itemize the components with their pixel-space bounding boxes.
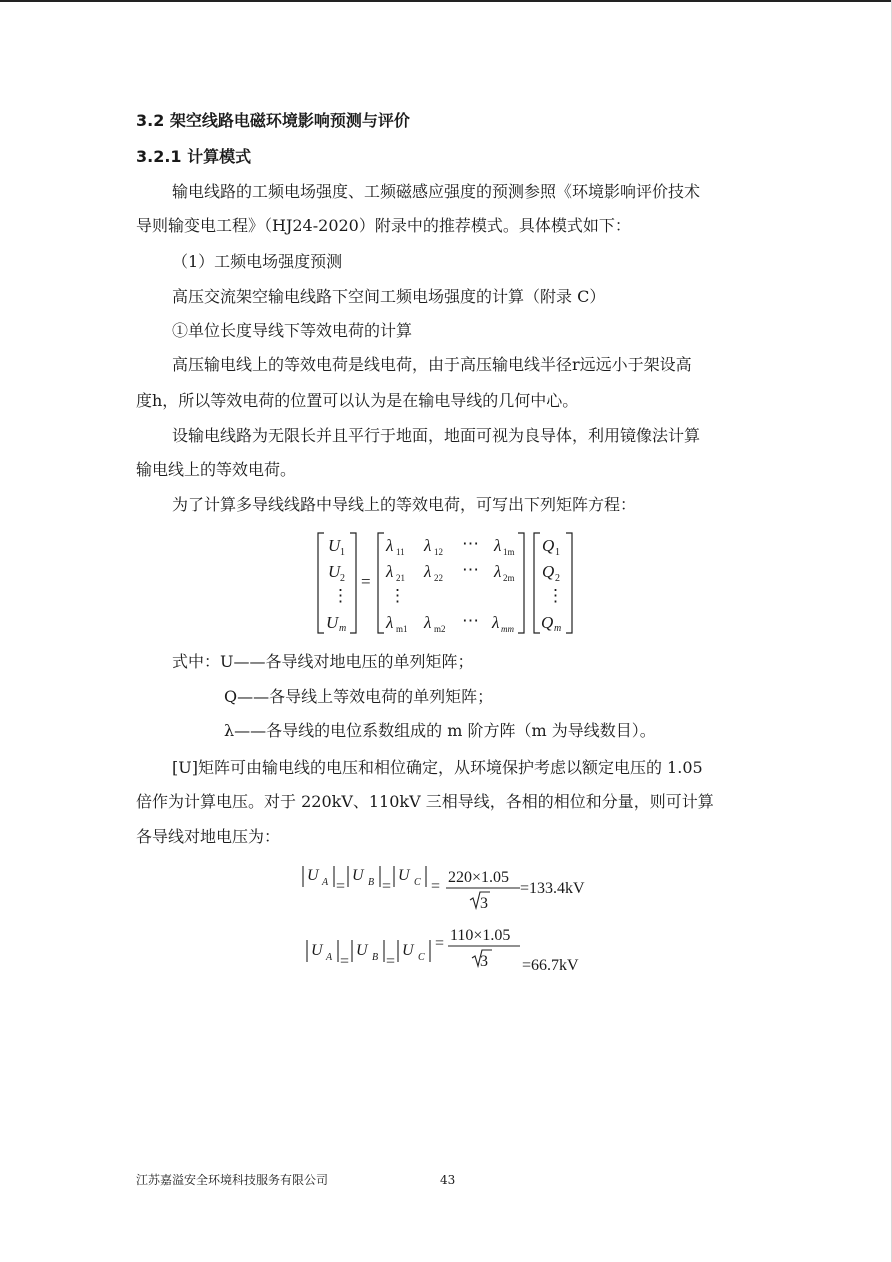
- paragraph-line: 输电线路的工频电场强度、工频磁感应强度的预测参照《环境影响评价技术: [172, 182, 701, 201]
- lambda-subscript: 11: [396, 547, 405, 557]
- matrix-u-subscript: 2: [340, 573, 345, 584]
- formula-equals: =: [340, 953, 350, 970]
- formula-u-symbol: U: [352, 867, 364, 884]
- matrix-q-symbol: Q: [542, 536, 555, 555]
- matrix-u-subscript: m: [339, 623, 347, 634]
- formula-u-symbol: U: [356, 942, 368, 959]
- matrix-cdots: ⋯: [462, 534, 479, 553]
- matrix-q-subscript: m: [554, 623, 562, 634]
- matrix-q-subscript: 1: [555, 547, 560, 558]
- lambda-subscript: 12: [434, 547, 443, 557]
- paragraph-line: 高压交流架空输电线路下空间工频电场强度的计算（附录 C）: [172, 287, 606, 306]
- formula-equals: =: [431, 878, 441, 895]
- lambda-symbol: λ: [492, 613, 500, 632]
- lambda-subscript: 2m: [503, 573, 515, 583]
- matrix-u-subscript: 1: [340, 547, 345, 558]
- formula-equals: =: [435, 935, 445, 952]
- matrix-cdots: ⋯: [462, 611, 479, 630]
- footer-company: 江苏嘉溢安全环境科技服务有限公司: [136, 1173, 329, 1187]
- matrix-equals: =: [361, 572, 371, 591]
- matrix-q-symbol: Q: [542, 562, 555, 581]
- matrix-equation: [312, 527, 582, 639]
- lambda-symbol: λ: [386, 536, 394, 555]
- lambda-subscript: m1: [396, 624, 408, 634]
- lambda-subscript: mm: [501, 624, 514, 634]
- paragraph-line: 输电线上的等效电荷。: [136, 460, 297, 479]
- definition-q: Q——各导线上等效电荷的单列矩阵；: [224, 687, 494, 706]
- matrix-cdots: ⋯: [462, 560, 479, 579]
- lambda-symbol: λ: [386, 613, 394, 632]
- section-heading: 3.2 架空线路电磁环境影响预测与评价: [136, 111, 410, 130]
- formula-result: =133.4kV: [520, 880, 585, 897]
- paragraph-line: 导则输变电工程》（HJ24-2020）附录中的推荐模式。具体模式如下：: [136, 216, 631, 235]
- lambda-symbol: λ: [424, 613, 432, 632]
- formula-u-subscript: C: [418, 952, 425, 963]
- paragraph-line: 各导线对地电压为：: [136, 827, 281, 846]
- lambda-symbol: λ: [424, 536, 432, 555]
- matrix-q-symbol: Q: [541, 613, 554, 632]
- list-item: ①单位长度导线下等效电荷的计算: [172, 321, 413, 340]
- formula-result: =66.7kV: [522, 957, 579, 974]
- formula-denominator: 3: [480, 953, 488, 970]
- formula-u-symbol: U: [307, 867, 319, 884]
- lambda-symbol: λ: [424, 562, 432, 581]
- paragraph-line: 设输电线路为无限长并且平行于地面，地面可视为良导体，利用镜像法计算: [172, 426, 701, 445]
- lambda-symbol: λ: [386, 562, 394, 581]
- formula-numerator: 220×1.05: [448, 869, 510, 886]
- list-item: （1）工频电场强度预测: [172, 252, 343, 271]
- matrix-u-symbol: U: [326, 613, 339, 632]
- subsection-heading: 3.2.1 计算模式: [136, 147, 252, 166]
- matrix-q-subscript: 2: [555, 573, 560, 584]
- lambda-symbol: λ: [494, 562, 502, 581]
- formula-denominator: 3: [480, 895, 488, 912]
- formula-u-symbol: U: [311, 942, 323, 959]
- voltage-formula-110kv: [302, 922, 612, 982]
- matrix-u-symbol: U: [328, 562, 341, 581]
- lambda-subscript: 22: [434, 573, 443, 583]
- lambda-subscript: m2: [434, 624, 446, 634]
- formula-equals: =: [386, 953, 396, 970]
- paragraph-line: 为了计算多导线线路中导线上的等效电荷，可写出下列矩阵方程：: [172, 495, 637, 514]
- matrix-vdots: ⋮: [389, 586, 406, 605]
- formula-u-symbol: U: [402, 942, 414, 959]
- definition-lambda: λ——各导线的电位系数组成的 m 阶方阵（m 为导线数目）。: [224, 721, 656, 740]
- formula-u-subscript: A: [326, 952, 333, 963]
- formula-u-subscript: A: [322, 877, 329, 888]
- footer-page-number: 43: [440, 1173, 456, 1187]
- formula-u-subscript: B: [372, 952, 379, 963]
- matrix-u-symbol: U: [328, 536, 341, 555]
- paragraph-line: 倍作为计算电压。对于 220kV、110kV 三相导线，各相的相位和分量，则可计算: [136, 792, 714, 811]
- formula-numerator: 110×1.05: [450, 927, 511, 944]
- paragraph-line: 高压输电线上的等效电荷是线电荷，由于高压输电线半径r远远小于架设高: [172, 355, 692, 374]
- lambda-subscript: 1m: [503, 547, 515, 557]
- lambda-subscript: 21: [396, 573, 405, 583]
- definition-u: 式中：U——各导线对地电压的单列矩阵；: [172, 652, 474, 671]
- voltage-formula-220kv: [298, 860, 608, 916]
- lambda-symbol: λ: [494, 536, 502, 555]
- paragraph-line: [U]矩阵可由输电线的电压和相位确定，从环境保护考虑以额定电压的 1.05: [172, 758, 703, 777]
- formula-equals: =: [336, 878, 346, 895]
- formula-u-subscript: C: [414, 877, 421, 888]
- formula-u-symbol: U: [398, 867, 410, 884]
- page-top-border: [0, 0, 892, 2]
- matrix-vdots: ⋮: [332, 586, 349, 605]
- matrix-vdots: ⋮: [547, 586, 564, 605]
- formula-u-subscript: B: [368, 877, 375, 888]
- paragraph-line: 度h，所以等效电荷的位置可以认为是在输电导线的几何中心。: [136, 391, 579, 410]
- formula-equals: =: [382, 878, 392, 895]
